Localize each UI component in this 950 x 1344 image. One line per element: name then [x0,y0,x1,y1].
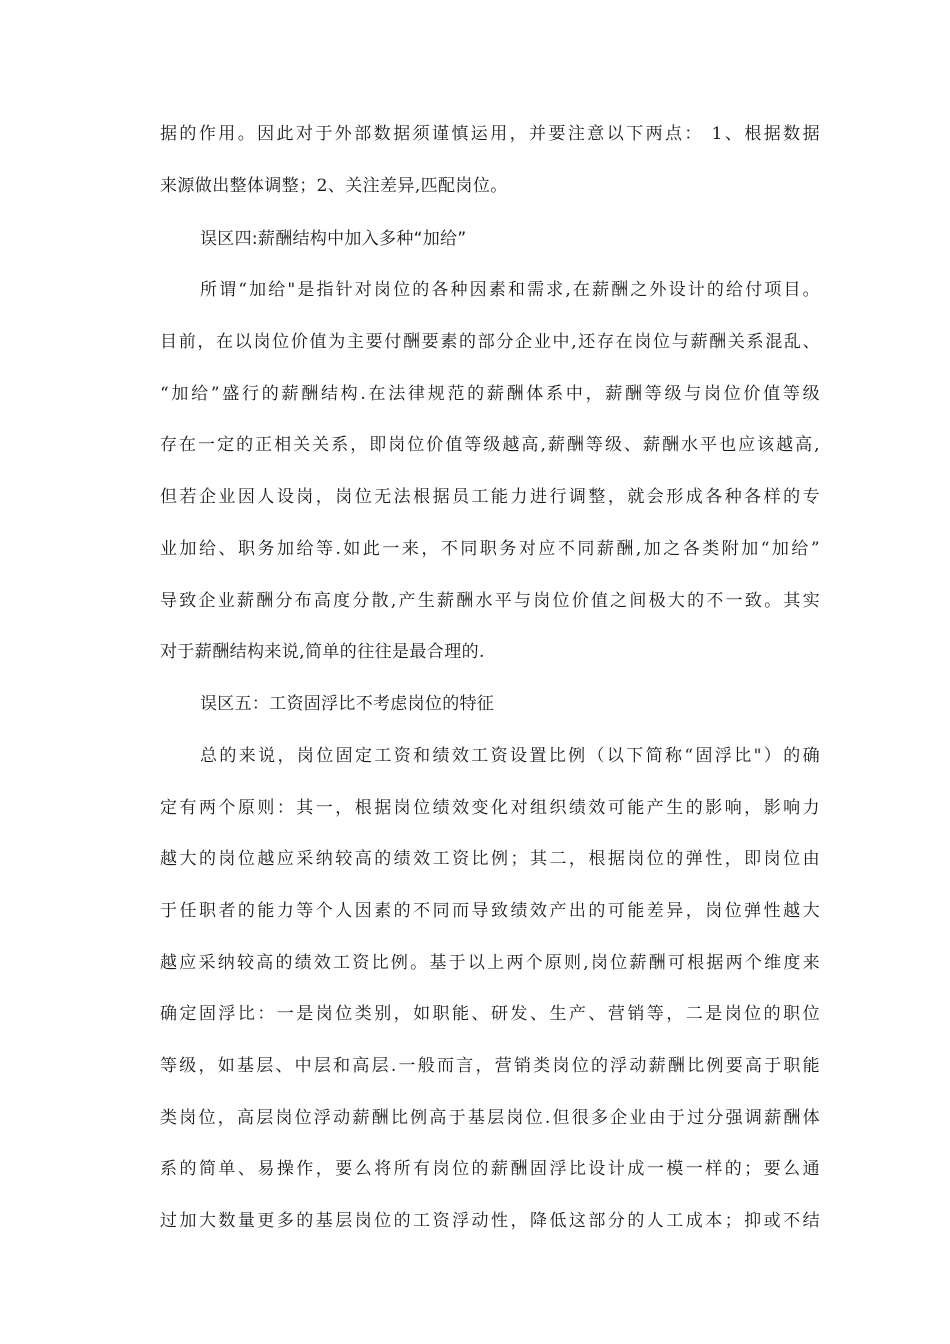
paragraph-line: 于任职者的能力等个人因素的不同而导致绩效产出的可能差异，岗位弹性越大 [160,901,820,921]
paragraph-line: 来源做出整体调整；2、关注差异,匹配岗位。 [160,176,508,196]
paragraph-line: 导致企业薪酬分布高度分散,产生薪酬水平与岗位价值之间极大的不一致。其实 [160,591,820,611]
paragraph-line: 系的简单、易操作，要么将所有岗位的薪酬固浮比设计成一模一样的；要么通 [160,1159,820,1179]
paragraph-line: 对于薪酬结构来说,简单的往往是最合理的. [160,642,485,662]
paragraph-line: “加给”盛行的薪酬结构.在法律规范的薪酬体系中，薪酬等级与岗位价值等级 [160,384,820,404]
paragraph-line: 但若企业因人设岗，岗位无法根据员工能力进行调整，就会形成各种各样的专 [160,487,820,507]
paragraph-line: 过加大数量更多的基层岗位的工资浮动性，降低这部分的人工成本；抑或不结 [160,1211,820,1231]
paragraph-line: 定有两个原则：其一，根据岗位绩效变化对组织绩效可能产生的影响，影响力 [160,798,820,818]
paragraph-line: 总的来说，岗位固定工资和绩效工资设置比例（以下简称“固浮比"）的确 [200,746,820,766]
paragraph-line: 越大的岗位越应采纳较高的绩效工资比例；其二，根据岗位的弹性，即岗位由 [160,849,820,869]
paragraph-line: 所谓“加给"是指针对岗位的各种因素和需求,在薪酬之外设计的给付项目。 [200,280,820,300]
paragraph-line: 确定固浮比：一是岗位类别，如职能、研发、生产、营销等，二是岗位的职位 [160,1004,820,1024]
paragraph-line: 业加给、职务加给等.如此一来，不同职务对应不同薪酬,加之各类附加“加给” [160,539,820,559]
paragraph-line: 类岗位，高层岗位浮动薪酬比例高于基层岗位.但很多企业由于过分强调薪酬体 [160,1108,820,1128]
paragraph-line: 目前，在以岗位价值为主要付酬要素的部分企业中,还存在岗位与薪酬关系混乱、 [160,332,820,352]
paragraph-line: 等级，如基层、中层和高层.一般而言，营销类岗位的浮动薪酬比例要高于职能 [160,1056,820,1076]
paragraph-line: 据的作用。因此对于外部数据须谨慎运用，并要注意以下两点： 1、根据数据 [160,124,820,144]
paragraph-line: 越应采纳较高的绩效工资比例。基于以上两个原则,岗位薪酬可根据两个维度来 [160,953,820,973]
section-heading-myth-4: 误区四:薪酬结构中加入多种“加给” [200,229,467,249]
paragraph-line: 存在一定的正相关关系，即岗位价值等级越高,薪酬等级、薪酬水平也应该越高, [160,435,820,455]
section-heading-myth-5: 误区五：工资固浮比不考虑岗位的特征 [200,694,495,714]
